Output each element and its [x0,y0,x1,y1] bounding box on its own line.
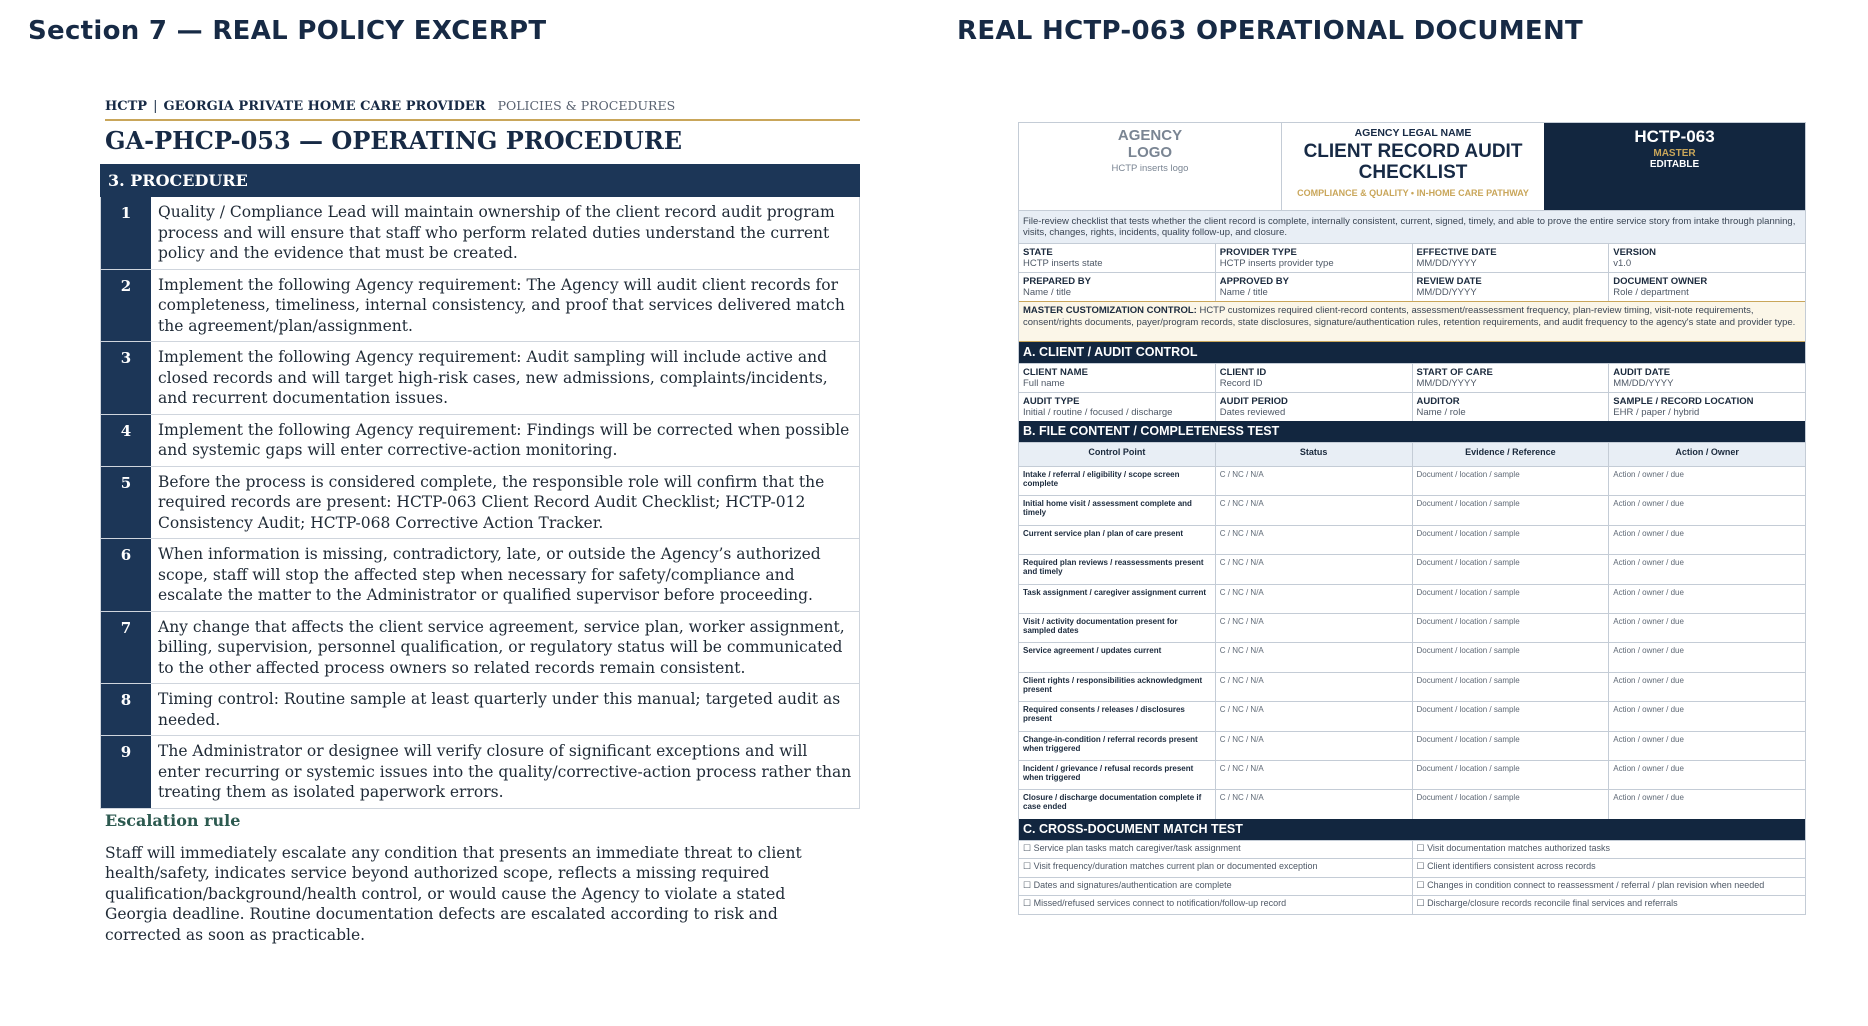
checklist-row [1019,895,1805,914]
field-cell[interactable] [1019,364,1215,392]
control-point: Service agreement / updates current [1023,646,1162,656]
field-label: APPROVED BY [1219,276,1289,287]
action-cell[interactable]: Action / owner / due [1608,643,1805,671]
table-row [1019,789,1805,818]
procedure-step [101,414,859,466]
form-code-box [1544,123,1805,210]
control-point: Current service plan / plan of care present [1023,528,1184,538]
field-cell[interactable] [1608,364,1805,392]
field-label: CLIENT NAME [1023,367,1088,378]
procedure-step [101,341,859,414]
step-text: Quality / Compliance Lead will maintain ownership of the client record audit program process and will ensure that staff who perform related duties understand the current policy and the evidence that must be created. [158,203,835,262]
action-cell[interactable]: Action / owner / due [1608,585,1805,613]
step-number: 2 [101,270,151,342]
customization-control [1019,301,1805,342]
table-row [1019,495,1805,524]
step-text: Implement the following Agency requirement: Audit sampling will include active and closed records and will target high-risk cases, new admissions, complaints/incidents, and recurrent documentation issues. [158,348,828,407]
field-row [1019,392,1805,421]
evidence-cell[interactable]: Document / location / sample [1412,732,1609,760]
procedure-step [101,683,859,735]
escalation-text: Staff will immediately escalate any condition that presents an immediate threat to client health/safety, indicates service beyond authorized scope, reflects a missing required qualification/background/health control, or would cause the Agency to violate a stated Georgia deadline. Routine documentation defects are escalated according to risk and corrected as soon as practicable. [105,843,802,944]
field-cell[interactable] [1608,273,1805,301]
checklist-item[interactable]: ☐ Dates and signatures/authentication are complete [1023,879,1232,890]
field-value[interactable]: MM/DD/YYYY [1613,378,1674,389]
field-cell[interactable] [1019,393,1215,421]
field-cell[interactable] [1608,244,1805,272]
legal-name-label: AGENCY LEGAL NAME [1354,127,1472,139]
column-header: Status [1215,443,1412,466]
checklist-item[interactable]: ☐ Changes in condition connect to reassessment / referral / plan revision when needed [1412,878,1806,896]
completeness-table [1019,466,1805,819]
procedure-step [101,466,859,539]
column-header: Action / Owner [1608,443,1805,466]
header-separator: | [153,99,158,114]
step-number: 9 [101,736,151,808]
control-point: Client rights / responsibilities acknowledgment present [1023,675,1203,694]
field-cell[interactable] [1215,273,1412,301]
customization-text: HCTP customizes required client-record contents, assessment/reassessment frequency, plan-review timing, visit-note requirements, consent/rights documents, payer/program records, state disclosures, signature/authentication rules, retention requirements, and audit frequency to the agency's state and provider type. [1023,305,1796,328]
table-row [1019,642,1805,671]
action-cell[interactable]: Action / owner / due [1608,526,1805,554]
evidence-cell[interactable]: Document / location / sample [1412,790,1609,818]
evidence-cell[interactable]: Document / location / sample [1412,585,1609,613]
control-point: Visit / activity documentation present for sampled dates [1023,616,1178,635]
table-row [1019,701,1805,730]
field-value[interactable]: MM/DD/YYYY [1416,287,1477,298]
header-provider: GEORGIA PRIVATE HOME CARE PROVIDER [163,99,486,114]
field-value[interactable]: Name / role [1416,407,1466,418]
checklist-item[interactable]: ☐ Discharge/closure records reconcile final services and referrals [1412,896,1806,914]
evidence-cell[interactable]: Document / location / sample [1412,496,1609,524]
right-section-title: REAL HCTP-063 OPERATIONAL DOCUMENT [957,16,1584,46]
evidence-cell[interactable]: Document / location / sample [1412,673,1609,701]
policy-excerpt [100,98,860,945]
field-value[interactable]: Full name [1023,378,1065,389]
step-text: Timing control: Routine sample at least quarterly under this manual; targeted audit as needed. [158,690,841,729]
policy-title: GA-PHCP-053 — OPERATING PROCEDURE [105,126,683,155]
field-cell[interactable] [1019,273,1215,301]
field-value[interactable]: HCTP inserts provider type [1219,258,1334,269]
field-label: AUDIT PERIOD [1219,396,1288,407]
step-number: 5 [101,467,151,539]
table-row [1019,731,1805,760]
evidence-cell[interactable]: Document / location / sample [1412,702,1609,730]
field-cell[interactable] [1412,393,1609,421]
logo-note: HCTP inserts logo [1111,163,1189,174]
field-row [1019,243,1805,272]
checklist-item[interactable]: ☐ Client identifiers consistent across records [1412,859,1806,877]
field-cell[interactable] [1215,393,1412,421]
escalation-title: Escalation rule [105,810,241,830]
field-value[interactable]: EHR / paper / hybrid [1613,407,1700,418]
control-point: Incident / grievance / refusal records present when triggered [1023,763,1194,782]
control-point: Task assignment / caregiver assignment current [1023,587,1207,597]
procedure-step [101,735,859,808]
evidence-cell[interactable]: Document / location / sample [1412,761,1609,789]
left-section-title: Section 7 — REAL POLICY EXCERPT [28,16,547,46]
control-point: Required plan reviews / reassessments present and timely [1023,558,1204,577]
procedure-step [101,269,859,342]
field-row [1019,363,1805,392]
customization-label: MASTER CUSTOMIZATION CONTROL: [1023,305,1197,316]
field-cell[interactable] [1412,244,1609,272]
field-value[interactable]: Name / title [1023,287,1072,298]
form-header [1019,123,1805,210]
table-row [1019,613,1805,642]
field-label: DOCUMENT OWNER [1613,276,1708,287]
procedure-step [101,538,859,611]
field-cell[interactable] [1608,393,1805,421]
status-cell[interactable]: C / NC / N/A [1215,496,1412,524]
evidence-cell[interactable]: Document / location / sample [1412,555,1609,583]
field-value[interactable]: Initial / routine / focused / discharge [1023,407,1173,418]
action-cell[interactable]: Action / owner / due [1608,673,1805,701]
field-label: VERSION [1613,247,1657,258]
control-point: Required consents / releases / disclosures present [1023,705,1185,724]
field-row [1019,272,1805,301]
status-cell[interactable]: C / NC / N/A [1215,585,1412,613]
action-cell[interactable]: Action / owner / due [1608,790,1805,818]
procedure-step [101,197,859,269]
step-text: Implement the following Agency requirement: The Agency will audit client records for completeness, timeliness, internal consistency, and proof that services delivered match the agreement/plan/assignment. [158,275,845,335]
checklist-row [1019,858,1805,877]
document-meta [1019,243,1805,301]
field-cell[interactable] [1019,244,1215,272]
table-row [1019,672,1805,701]
status-cell[interactable]: C / NC / N/A [1215,643,1412,671]
field-value[interactable]: Record ID [1219,378,1263,389]
status-cell[interactable]: C / NC / N/A [1215,467,1412,495]
step-text: Any change that affects the client service agreement, service plan, worker assignment, billing, supervision, personnel qualification, or regulatory status will be communicated to the other affected process owners so related records remain consistent. [158,617,845,677]
column-header: Control Point [1088,447,1146,457]
action-cell[interactable]: Action / owner / due [1608,761,1805,789]
completeness-table-header [1019,442,1805,466]
form-code: HCTP-063 [1634,127,1715,146]
procedure-heading: 3. PROCEDURE [100,164,860,197]
control-point: Initial home visit / assessment complete and timely [1023,499,1192,518]
field-label: AUDIT DATE [1613,367,1671,378]
step-text: The Administrator or designee will verify closure of significant exceptions and will enter recurring or systemic issues into the quality/corrective-action process rather than treating them as isolated paperwork errors. [158,742,852,801]
checklist-item[interactable]: ☐ Missed/refused services connect to notification/follow-up record [1023,898,1287,909]
field-value[interactable]: MM/DD/YYYY [1416,378,1477,389]
field-value[interactable]: MM/DD/YYYY [1416,258,1477,269]
field-label: START OF CARE [1416,367,1493,378]
table-row [1019,584,1805,613]
field-cell[interactable] [1412,273,1609,301]
form-description: File-review checklist that tests whether the client record is complete, internally consistent, current, signed, timely, and able to prove the entire service story from intake through planning, visits, changes, rights, incidents, quality follow-up, and closure. [1019,210,1805,243]
evidence-cell[interactable]: Document / location / sample [1412,526,1609,554]
header-policies: POLICIES & PROCEDURES [497,98,676,113]
section-c-heading: C. CROSS-DOCUMENT MATCH TEST [1019,819,1805,840]
status-cell[interactable]: C / NC / N/A [1215,673,1412,701]
status-cell[interactable]: C / NC / N/A [1215,732,1412,760]
field-cell[interactable] [1412,364,1609,392]
field-label: STATE [1023,247,1053,258]
status-cell[interactable]: C / NC / N/A [1215,702,1412,730]
table-row [1019,554,1805,583]
status-cell[interactable]: C / NC / N/A [1215,555,1412,583]
table-row [1019,525,1805,554]
step-number: 7 [101,612,151,684]
header-org: HCTP [105,99,148,114]
evidence-cell[interactable]: Document / location / sample [1412,467,1609,495]
field-label: AUDIT TYPE [1023,396,1080,407]
field-cell[interactable] [1215,364,1412,392]
checklist-row [1019,840,1805,859]
field-label: CLIENT ID [1219,367,1267,378]
action-cell[interactable]: Action / owner / due [1608,496,1805,524]
status-cell[interactable]: C / NC / N/A [1215,761,1412,789]
step-text: Implement the following Agency requirement: Findings will be corrected when possible and systemic gaps will enter corrective-action monitoring. [158,420,850,459]
form-title: CLIENT RECORD AUDIT CHECKLIST [1303,141,1523,183]
legal-name-box [1282,123,1544,210]
field-label: EFFECTIVE DATE [1416,247,1497,258]
action-cell[interactable]: Action / owner / due [1608,555,1805,583]
table-row [1019,760,1805,789]
field-label: SAMPLE / RECORD LOCATION [1613,396,1754,407]
step-number: 4 [101,415,151,466]
checklist-item[interactable]: ☐ Visit documentation matches authorized tasks [1412,841,1806,859]
field-label: REVIEW DATE [1416,276,1482,287]
field-label: AUDITOR [1416,396,1460,407]
logo-line-1: AGENCY [1117,127,1183,144]
field-value[interactable]: Name / title [1219,287,1268,298]
section-b-heading: B. FILE CONTENT / COMPLETENESS TEST [1019,421,1805,442]
status-cell[interactable]: C / NC / N/A [1215,614,1412,642]
cross-document-checklist [1019,840,1805,914]
section-a-heading: A. CLIENT / AUDIT CONTROL [1019,342,1805,363]
audit-control-fields [1019,363,1805,421]
logo-placeholder [1019,123,1282,210]
evidence-cell[interactable]: Document / location / sample [1412,614,1609,642]
checklist-row [1019,877,1805,896]
control-point: Intake / referral / eligibility / scope screen complete [1023,470,1180,488]
evidence-cell[interactable]: Document / location / sample [1412,643,1609,671]
procedure-steps [100,197,860,809]
master-label: MASTER [1653,148,1696,159]
field-value[interactable]: Role / department [1613,287,1689,298]
field-cell[interactable] [1215,244,1412,272]
field-label: PREPARED BY [1023,276,1091,287]
step-number: 8 [101,684,151,735]
step-number: 3 [101,342,151,414]
step-number: 1 [101,197,151,269]
status-cell[interactable]: C / NC / N/A [1215,526,1412,554]
status-cell[interactable]: C / NC / N/A [1215,790,1412,818]
editable-label: EDITABLE [1649,159,1700,170]
field-value[interactable]: Dates reviewed [1219,407,1286,418]
control-point: Change-in-condition / referral records present when triggered [1023,734,1198,753]
audit-checklist-form [1018,122,1806,915]
step-text: Before the process is considered complete, the responsible role will confirm that the required records are present: HCTP-063 Client Record Audit Checklist; HCTP-012 Consistency Audit; HCTP-068 Corrective Action Tracker. [158,472,825,532]
policy-header [105,98,860,121]
form-subtitle: COMPLIANCE & QUALITY • IN-HOME CARE PATHWAY [1297,188,1529,198]
procedure-step [101,611,859,684]
checklist-item[interactable]: ☐ Service plan tasks match caregiver/task assignment [1023,842,1241,853]
action-cell[interactable]: Action / owner / due [1608,467,1805,495]
step-text: When information is missing, contradictory, late, or outside the Agency’s authorized scope, staff will stop the affected step when necessary for safety/compliance and escalate the matter to the Administrator or qualified supervisor before proceeding. [158,545,821,604]
action-cell[interactable]: Action / owner / due [1608,732,1805,760]
step-number: 6 [101,539,151,611]
control-point: Closure / discharge documentation complete if case ended [1023,793,1202,812]
action-cell[interactable]: Action / owner / due [1608,614,1805,642]
table-row [1019,466,1805,495]
column-header: Evidence / Reference [1412,443,1609,466]
checklist-item[interactable]: ☐ Visit frequency/duration matches current plan or documented exception [1023,861,1318,872]
field-label: PROVIDER TYPE [1219,247,1297,258]
action-cell[interactable]: Action / owner / due [1608,702,1805,730]
field-value[interactable]: HCTP inserts state [1023,258,1103,269]
logo-line-2: LOGO [1127,144,1173,161]
field-value[interactable]: v1.0 [1613,258,1632,269]
